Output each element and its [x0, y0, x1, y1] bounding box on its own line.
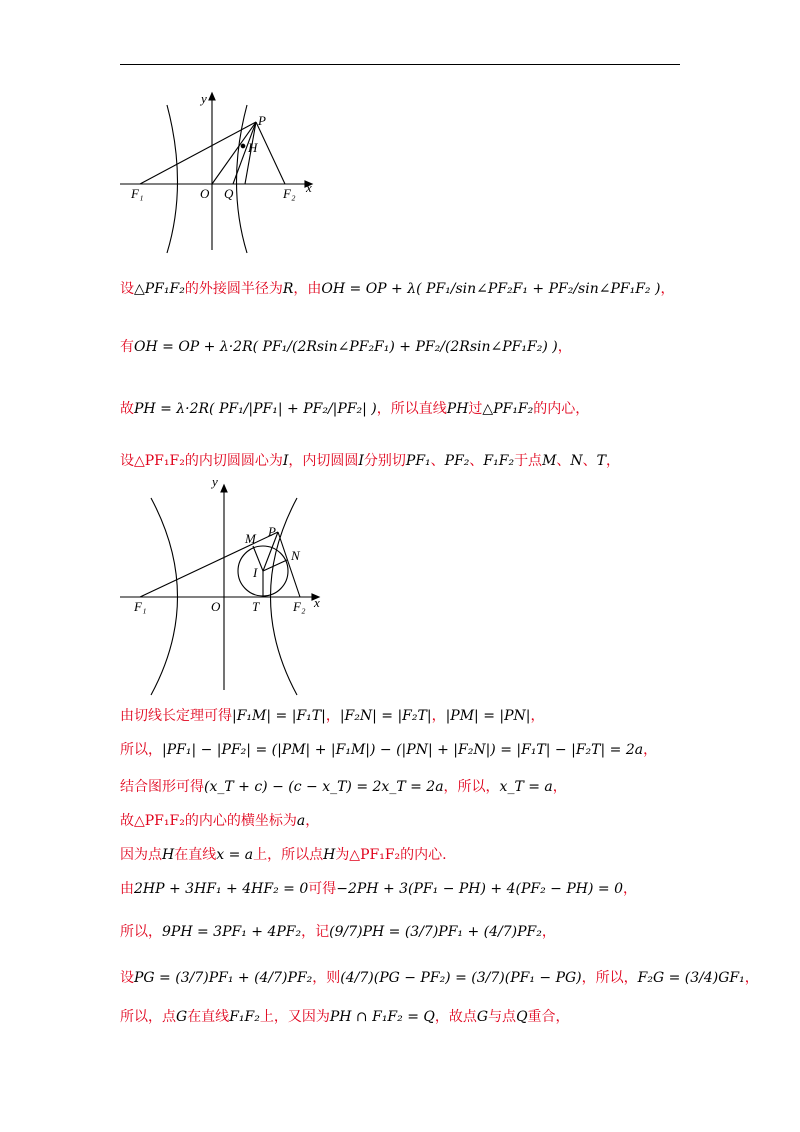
math: H: [162, 847, 175, 863]
text: 上，又因为: [259, 1009, 330, 1025]
text: 故: [120, 401, 134, 417]
text: 分别切: [363, 453, 406, 469]
math: 2HP + 3HF₁ + 4HF₂ = 0: [134, 881, 309, 897]
text: 于点: [514, 453, 543, 469]
text: ，: [622, 881, 637, 897]
text: ，: [660, 281, 675, 297]
text: 与点: [488, 1009, 517, 1025]
label-F2-2: F₂: [293, 599, 306, 614]
label-M-2: M: [245, 531, 256, 546]
label-T-2: T: [252, 599, 260, 614]
text: 在直线: [174, 847, 217, 863]
math: PH = λ·2R( PF₁/|PF₁| + PF₂/|PF₂| ): [134, 401, 377, 417]
math: |PF₁| − |PF₂| = (|PM| + |F₁M|) − (|PN| + |F₂N|) = |F₁T| − |F₂T| = 2a: [162, 742, 644, 758]
text: 结合图形可得: [120, 779, 204, 795]
solution-line: [120, 812, 319, 830]
math: PH ∩ F₁F₂ = Q: [329, 1009, 435, 1025]
solution-line: [120, 846, 447, 864]
label-O-2: O: [211, 599, 221, 614]
label-F1-2: F₁: [134, 599, 147, 614]
math: |PM| = |PN|: [445, 708, 531, 724]
solution-line: [120, 338, 572, 356]
label-x-2: x: [314, 595, 320, 610]
math: x = a: [216, 847, 254, 863]
text: 、: [582, 453, 597, 469]
text: 为△PF₁F₂的内心.: [335, 847, 447, 863]
text: ，: [606, 453, 620, 469]
text: ，: [305, 813, 320, 829]
text: 、: [469, 453, 484, 469]
math: x_T = a: [499, 779, 553, 795]
text: 由切线长定理可得: [120, 708, 232, 724]
text: 所以，点: [120, 1009, 176, 1025]
label-F2: F₂: [283, 186, 296, 201]
math: OH = OP + λ·2R( PF₁/(2Rsin∠PF₂F₁) + PF₂/(2Rsin∠PF₁F₂) ): [134, 339, 558, 355]
text: 的外接圆半径为: [184, 281, 283, 297]
solution-line: [120, 400, 589, 418]
text: 设△PF₁F₂的内切圆圆心为: [120, 453, 283, 469]
text: ，由: [293, 281, 322, 297]
math: (9/7)PH = (3/7)PF₁ + (4/7)PF₂: [329, 924, 542, 940]
solution-line: [120, 969, 759, 987]
math: T: [596, 453, 606, 469]
text: ，: [530, 708, 545, 724]
math: OH = OP + λ( PF₁/sin∠PF₂F₁ + PF₂/sin∠PF₁F₂ ): [321, 281, 661, 297]
text: ，所以直线: [376, 401, 447, 417]
math: PG = (3/7)PF₁ + (4/7)PF₂: [134, 970, 313, 986]
solution-line: [120, 880, 637, 898]
math: F₁F₂: [483, 453, 515, 469]
math: |F₁M| = |F₁T|: [232, 708, 326, 724]
math: PH: [446, 401, 469, 417]
math: |F₂N| = |F₂T|: [339, 708, 432, 724]
math: H: [323, 847, 336, 863]
math: N: [570, 453, 583, 469]
solution-line: [120, 778, 567, 796]
label-Q: Q: [224, 186, 234, 201]
text: ，: [552, 779, 567, 795]
text: ，: [643, 742, 658, 758]
text: 因为点: [120, 847, 162, 863]
solution-line: [120, 741, 657, 759]
text: 在直线: [187, 1009, 230, 1025]
text: ，: [541, 924, 556, 940]
math: I: [358, 453, 364, 469]
text: ，: [325, 708, 340, 724]
text: 重合，: [527, 1009, 570, 1025]
math: (x_T + c) − (c − x_T) = 2x_T = 2a: [204, 779, 444, 795]
text: 可得: [308, 881, 337, 897]
label-P: P: [258, 113, 266, 128]
math: △PF₁F₂: [482, 401, 534, 417]
solution-line: [120, 923, 556, 941]
text: 有: [120, 339, 134, 355]
label-I-2: I: [253, 565, 258, 580]
label-y-2: y: [212, 474, 218, 489]
text: ，所以，: [581, 970, 638, 986]
text: 故△PF₁F₂的内心的横坐标为: [120, 813, 297, 829]
text: ，: [744, 970, 759, 986]
math: R: [282, 281, 294, 297]
math: PF₁: [405, 453, 431, 469]
text: 所以，: [120, 924, 162, 940]
math: Q: [516, 1009, 528, 1025]
text: ，所以，: [443, 779, 500, 795]
label-O: O: [200, 186, 210, 201]
text: 设: [120, 281, 134, 297]
text: 、: [430, 453, 445, 469]
text: ，: [557, 339, 572, 355]
label-P-2: P: [268, 524, 276, 539]
label-H: H: [248, 140, 258, 155]
label-N-2: N: [291, 548, 300, 563]
text: 的内心，: [533, 401, 590, 417]
text: 所以，: [120, 742, 162, 758]
text: ，则: [312, 970, 341, 986]
label-x: x: [306, 180, 312, 195]
text: 上，所以点: [253, 847, 324, 863]
math: a: [296, 813, 306, 829]
text: ，故点: [434, 1009, 477, 1025]
math: F₂G = (3/4)GF₁: [637, 970, 745, 986]
label-F1: F₁: [131, 186, 144, 201]
text: ，记: [301, 924, 330, 940]
text: 、: [556, 453, 571, 469]
math: G: [176, 1009, 188, 1025]
math: −2PH + 3(PF₁ − PH) + 4(PF₂ − PH) = 0: [336, 881, 623, 897]
math: G: [476, 1009, 489, 1025]
text: 由: [120, 881, 134, 897]
solution-line: [120, 280, 674, 298]
text: 设: [120, 970, 134, 986]
text: ，内切圆圆: [288, 453, 359, 469]
math: PF₂: [444, 453, 470, 469]
math: I: [282, 453, 289, 469]
math: F₁F₂: [229, 1009, 260, 1025]
label-y: y: [201, 91, 207, 106]
solution-line: [120, 1008, 570, 1026]
math: M: [542, 453, 557, 469]
text: 过: [468, 401, 483, 417]
math: (4/7)(PG − PF₂) = (3/7)(PF₁ − PG): [340, 970, 582, 986]
solution-line: [120, 707, 545, 725]
math: 9PH = 3PF₁ + 4PF₂: [162, 924, 302, 940]
solution-line: [120, 452, 620, 470]
text: ，: [431, 708, 446, 724]
math: △PF₁F₂: [134, 281, 185, 297]
